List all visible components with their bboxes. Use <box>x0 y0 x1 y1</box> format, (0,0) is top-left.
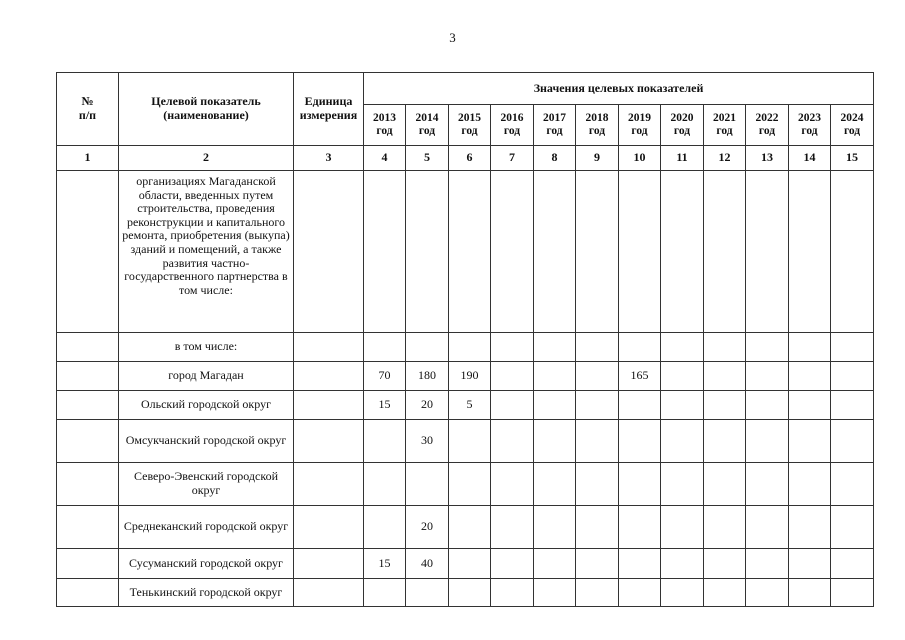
unit-cell <box>294 420 364 463</box>
value-cell <box>831 579 874 607</box>
unit-cell <box>294 549 364 579</box>
value-cell <box>704 391 746 420</box>
page-number: 3 <box>449 30 456 45</box>
value-cell <box>576 506 619 549</box>
table-row <box>57 333 874 362</box>
value-cell <box>619 463 661 506</box>
indicator-name: город Магадан <box>119 362 294 391</box>
value-cell <box>491 549 534 579</box>
value-cell: 165 <box>619 362 661 391</box>
header-year: 2013 год <box>364 105 406 146</box>
value-cell <box>534 333 576 362</box>
value-cell <box>619 549 661 579</box>
value-cell <box>619 333 661 362</box>
value-cell: 40 <box>406 549 449 579</box>
value-cell <box>576 463 619 506</box>
header-values-group: Значения целевых показателей <box>364 73 874 105</box>
value-cell <box>449 506 491 549</box>
header-year: 2017 год <box>534 105 576 146</box>
column-number: 3 <box>294 146 364 171</box>
column-number: 6 <box>449 146 491 171</box>
unit-cell <box>294 333 364 362</box>
value-cell <box>789 463 831 506</box>
value-cell <box>661 549 704 579</box>
header-year: 2022 год <box>746 105 789 146</box>
value-cell <box>789 579 831 607</box>
value-cell <box>576 171 619 333</box>
value-cell: 70 <box>364 362 406 391</box>
row-number-cell <box>57 549 119 579</box>
value-cell <box>491 506 534 549</box>
value-cell: 5 <box>449 391 491 420</box>
header-year: 2015 год <box>449 105 491 146</box>
value-cell <box>406 171 449 333</box>
column-number: 12 <box>704 146 746 171</box>
row-number-cell <box>57 391 119 420</box>
value-cell <box>364 420 406 463</box>
value-cell <box>831 171 874 333</box>
value-cell <box>746 362 789 391</box>
value-cell <box>789 506 831 549</box>
value-cell <box>619 420 661 463</box>
value-cell <box>406 463 449 506</box>
value-cell <box>789 362 831 391</box>
unit-cell <box>294 506 364 549</box>
value-cell <box>704 463 746 506</box>
value-cell <box>661 171 704 333</box>
unit-cell <box>294 391 364 420</box>
value-cell <box>534 579 576 607</box>
indicator-name: в том числе: <box>119 333 294 362</box>
row-number-cell <box>57 333 119 362</box>
value-cell <box>789 391 831 420</box>
table-row <box>57 463 874 506</box>
row-number-cell <box>57 463 119 506</box>
value-cell <box>449 333 491 362</box>
value-cell: 20 <box>406 506 449 549</box>
value-cell <box>746 171 789 333</box>
value-cell <box>661 463 704 506</box>
header-year: 2021 год <box>704 105 746 146</box>
value-cell <box>831 463 874 506</box>
unit-cell <box>294 463 364 506</box>
value-cell <box>576 391 619 420</box>
value-cell <box>704 420 746 463</box>
value-cell <box>449 579 491 607</box>
value-cell <box>576 333 619 362</box>
value-cell <box>746 463 789 506</box>
value-cell <box>831 333 874 362</box>
indicator-name: организациях Магаданской области, введенных путем строительства, проведения реконструкции и капитального ремонта, приобретения (выкупа) зданий и помещений, а также развития частно-государственного партнерства в том числе: <box>119 171 294 333</box>
value-cell <box>746 579 789 607</box>
value-cell <box>661 420 704 463</box>
table-body <box>57 171 874 607</box>
column-number: 11 <box>661 146 704 171</box>
column-number: 4 <box>364 146 406 171</box>
value-cell: 30 <box>406 420 449 463</box>
value-cell <box>746 391 789 420</box>
value-cell: 20 <box>406 391 449 420</box>
value-cell <box>534 362 576 391</box>
table-row <box>57 391 874 420</box>
row-number-cell <box>57 362 119 391</box>
indicator-name: Среднеканский городской округ <box>119 506 294 549</box>
value-cell <box>831 549 874 579</box>
table-row <box>57 171 874 333</box>
value-cell <box>831 362 874 391</box>
value-cell <box>789 333 831 362</box>
value-cell <box>491 333 534 362</box>
value-cell <box>491 391 534 420</box>
column-number: 7 <box>491 146 534 171</box>
value-cell <box>619 579 661 607</box>
value-cell <box>449 463 491 506</box>
value-cell <box>831 420 874 463</box>
value-cell <box>619 391 661 420</box>
column-number: 9 <box>576 146 619 171</box>
value-cell <box>831 506 874 549</box>
value-cell <box>449 171 491 333</box>
value-cell <box>576 549 619 579</box>
table-row <box>57 579 874 607</box>
value-cell <box>704 333 746 362</box>
value-cell <box>704 579 746 607</box>
table-row <box>57 506 874 549</box>
unit-cell <box>294 579 364 607</box>
value-cell <box>661 579 704 607</box>
value-cell <box>491 171 534 333</box>
value-cell <box>831 391 874 420</box>
header-year: 2023 год <box>789 105 831 146</box>
unit-cell <box>294 171 364 333</box>
column-number: 15 <box>831 146 874 171</box>
value-cell: 15 <box>364 549 406 579</box>
row-number-cell <box>57 506 119 549</box>
value-cell <box>576 362 619 391</box>
header-year: 2019 год <box>619 105 661 146</box>
value-cell: 15 <box>364 391 406 420</box>
value-cell <box>364 579 406 607</box>
value-cell <box>789 171 831 333</box>
value-cell <box>789 549 831 579</box>
value-cell: 190 <box>449 362 491 391</box>
indicator-name: Тенькинский городской округ <box>119 579 294 607</box>
row-number-cell <box>57 171 119 333</box>
unit-cell <box>294 362 364 391</box>
value-cell <box>619 171 661 333</box>
row-number-cell <box>57 579 119 607</box>
header-year: 2018 год <box>576 105 619 146</box>
value-cell <box>534 506 576 549</box>
column-number: 5 <box>406 146 449 171</box>
value-cell <box>449 549 491 579</box>
value-cell <box>491 362 534 391</box>
row-number-cell <box>57 420 119 463</box>
value-cell <box>364 171 406 333</box>
value-cell <box>746 333 789 362</box>
header-year: 2014 год <box>406 105 449 146</box>
value-cell <box>364 506 406 549</box>
column-number: 1 <box>57 146 119 171</box>
indicator-name: Северо-Эвенский городской округ <box>119 463 294 506</box>
indicator-name: Омсукчанский городской округ <box>119 420 294 463</box>
value-cell <box>661 506 704 549</box>
header-indicator: Целевой показатель (наименование) <box>119 73 294 146</box>
column-number: 14 <box>789 146 831 171</box>
header-year: 2020 год <box>661 105 704 146</box>
value-cell <box>534 171 576 333</box>
value-cell <box>364 333 406 362</box>
value-cell <box>661 391 704 420</box>
value-cell <box>746 420 789 463</box>
indicator-name: Ольский городской округ <box>119 391 294 420</box>
value-cell <box>491 463 534 506</box>
target-indicators-table <box>56 72 874 607</box>
value-cell <box>704 549 746 579</box>
value-cell <box>704 362 746 391</box>
table-row <box>57 549 874 579</box>
value-cell <box>746 549 789 579</box>
value-cell <box>746 506 789 549</box>
column-number: 8 <box>534 146 576 171</box>
header-year: 2024 год <box>831 105 874 146</box>
column-number: 13 <box>746 146 789 171</box>
value-cell <box>576 420 619 463</box>
value-cell <box>534 420 576 463</box>
value-cell <box>491 420 534 463</box>
header-num: № п/п <box>57 73 119 146</box>
value-cell <box>364 463 406 506</box>
value-cell <box>661 362 704 391</box>
value-cell <box>491 579 534 607</box>
value-cell: 180 <box>406 362 449 391</box>
header-unit: Единица измерения <box>294 73 364 146</box>
value-cell <box>619 506 661 549</box>
value-cell <box>704 171 746 333</box>
table-row <box>57 362 874 391</box>
value-cell <box>534 391 576 420</box>
value-cell <box>449 420 491 463</box>
value-cell <box>704 506 746 549</box>
value-cell <box>406 579 449 607</box>
value-cell <box>534 549 576 579</box>
header-year: 2016 год <box>491 105 534 146</box>
indicator-name: Сусуманский городской округ <box>119 549 294 579</box>
value-cell <box>576 579 619 607</box>
column-number: 2 <box>119 146 294 171</box>
value-cell <box>406 333 449 362</box>
table-row <box>57 420 874 463</box>
value-cell <box>661 333 704 362</box>
value-cell <box>789 420 831 463</box>
table-header <box>57 73 874 171</box>
value-cell <box>534 463 576 506</box>
column-number: 10 <box>619 146 661 171</box>
